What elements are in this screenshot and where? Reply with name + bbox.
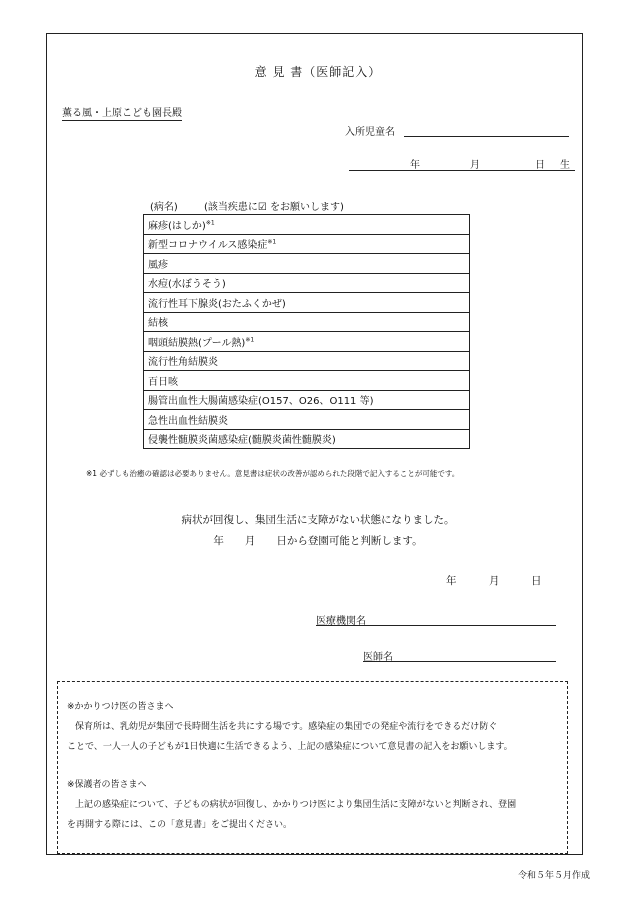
institution-label: 医療機関名 (316, 616, 366, 627)
disease-instruction: (該当疾患に☑ をお願いします) (204, 202, 344, 213)
disease-cell[interactable] (144, 410, 470, 430)
disease-row[interactable] (144, 234, 470, 254)
notice-doctor-heading: ※かかりつけ医の皆さまへ (67, 702, 174, 712)
birth-day-label: 日 (535, 160, 545, 171)
disease-cell[interactable] (144, 390, 470, 410)
disease-name: 風疹 (148, 259, 168, 271)
disease-row[interactable] (144, 312, 470, 332)
doctor-field[interactable] (363, 661, 556, 662)
disease-row[interactable] (144, 293, 470, 313)
disease-cell[interactable] (144, 254, 470, 274)
disease-table (143, 214, 470, 449)
disease-name: 流行性角結膜炎 (148, 357, 218, 369)
disease-cell[interactable] (144, 234, 470, 254)
footnote: ※1 必ずしも治癒の確認は必要ありません。意見書は症状の改善が認められた段階で記入することが可能です。 (86, 469, 460, 478)
notice-guardian-heading: ※保護者の皆さまへ (67, 780, 147, 790)
disease-name: 結核 (148, 318, 168, 330)
addressee: 薫る風・上原こども園長殿 (62, 104, 182, 121)
disease-name: 流行性耳下腺炎(おたふくかぜ) (148, 298, 286, 310)
birth-year-label: 年 (410, 160, 420, 171)
disease-row[interactable] (144, 254, 470, 274)
disease-name: 新型コロナウイルス感染症 (148, 240, 268, 252)
footnote-mark: ※1 (205, 219, 215, 227)
notice-guardian-text-2: を再開する際には、この「意見書」をご提出ください。 (67, 820, 293, 830)
disease-row[interactable] (144, 215, 470, 235)
disease-row[interactable] (144, 332, 470, 352)
form-title: 意 見 書（医師記入） (254, 65, 382, 79)
disease-name: 百日咳 (148, 376, 178, 388)
birth-suffix-label: 生 (560, 160, 570, 171)
disease-name: 水痘(水ぼうそう) (148, 279, 226, 291)
disease-label: (病名) (150, 202, 178, 213)
notice-box (57, 681, 568, 854)
disease-name: 急性出血性結膜炎 (148, 415, 228, 427)
notice-doctor-text-1: 保育所は、乳幼児が集団で長時間生活を共にする場です。感染症の集団での発症や流行をできるだけ防ぐ (75, 722, 498, 732)
notice-guardian-text-1: 上記の感染症について、子どもの病状が回復し、かかりつけ医により集団生活に支障がないと判断され、登園 (75, 800, 517, 810)
disease-name: 咽頭結膜熱(プール熱) (148, 337, 246, 349)
disease-cell[interactable] (144, 351, 470, 371)
doctor-label: 医師名 (363, 652, 393, 663)
disease-cell[interactable] (144, 429, 470, 449)
disease-cell[interactable] (144, 371, 470, 391)
disease-row[interactable] (144, 390, 470, 410)
disease-row[interactable] (144, 410, 470, 430)
disease-row[interactable] (144, 273, 470, 293)
birth-date-field[interactable] (349, 170, 575, 171)
date-month-label: 月 (489, 575, 500, 587)
footnote-mark: ※1 (245, 336, 255, 344)
disease-cell[interactable] (144, 215, 470, 235)
disease-cell[interactable] (144, 273, 470, 293)
disease-name: 麻疹(はしか) (148, 220, 206, 232)
disease-row[interactable] (144, 351, 470, 371)
disease-name: 腸管出血性大腸菌感染症(O157、O26、O111 等) (148, 396, 374, 408)
attendance-statement: 年 月 日から登園可能と判断します。 (213, 535, 423, 547)
date-day-label: 日 (531, 575, 542, 587)
created-date: 令和５年５月作成 (517, 871, 590, 881)
disease-row[interactable] (144, 429, 470, 449)
disease-cell[interactable] (144, 312, 470, 332)
institution-field[interactable] (316, 625, 556, 626)
disease-name: 侵襲性髄膜炎菌感染症(髄膜炎菌性髄膜炎) (148, 435, 336, 447)
notice-doctor-text-2: ことで、一人一人の子どもが1日快適に生活できるよう、上記の感染症について意見書の記入をお願いします。 (67, 742, 513, 752)
child-name-label: 入所児童名 (345, 127, 395, 138)
footnote-mark: ※1 (267, 238, 277, 246)
disease-cell[interactable] (144, 293, 470, 313)
disease-row[interactable] (144, 371, 470, 391)
recovery-statement: 病状が回復し、集団生活に支障がない状態になりました。 (181, 514, 455, 526)
birth-month-label: 月 (470, 160, 480, 171)
child-name-field[interactable] (404, 136, 569, 137)
disease-cell[interactable] (144, 332, 470, 352)
date-year-label: 年 (446, 575, 457, 587)
